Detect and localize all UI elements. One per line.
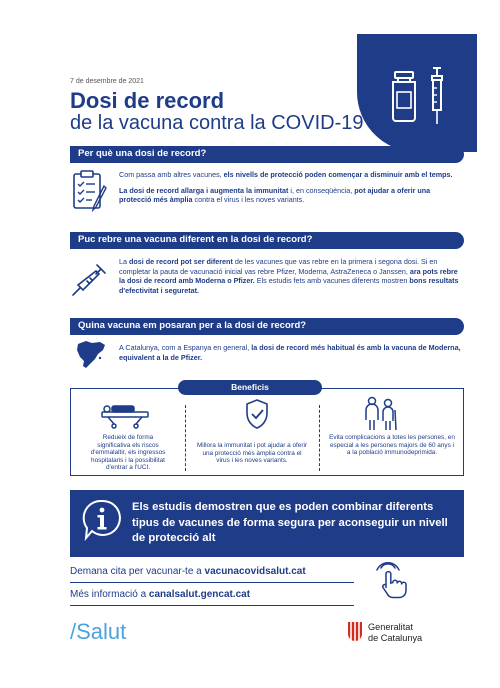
divider	[70, 605, 354, 606]
benefit-2-text: Millora la immunitat i pot ajudar a oferir una protecció més àmplia contra el virus i les noves variants.	[196, 442, 308, 465]
salut-logo: /Salut	[70, 619, 127, 644]
more-info-line: Més informació a canalsalut.gencat.cat	[70, 589, 251, 600]
divider	[70, 582, 354, 583]
touch-hand-icon	[372, 560, 412, 600]
benefit-3-text: Evita complicacions a totes les persones, en especial a les persones majors de 60 anys i a la població immunodeprimida.	[329, 434, 455, 457]
appointment-line: Demana cita per vacunar-te a vacunacovidsalut.cat	[70, 566, 306, 577]
catalonia-map-icon	[72, 338, 108, 370]
key-message-text: Els estudis demostren que es poden combinar diferents tipus de vacunes de forma segura per aconseguir un nivell de protecció alt	[132, 501, 448, 544]
benefit-1-text: Redueix de forma significativa els riscos d'emmalaltir, els ingressos hospitalaris i la possibilitat d'entrar a l'UCI.	[90, 434, 166, 472]
section-text-why	[119, 170, 464, 211]
info-bubble-icon	[82, 498, 122, 546]
vaccination-link[interactable]: vacunacovidsalut.cat	[204, 566, 306, 577]
benefits-divider	[319, 405, 320, 471]
vaccine-hero-panel	[357, 34, 477, 152]
section-paragraph: Com passa amb altres vacunes, els nivells de protecció poden començar a disminuir amb el temps.	[119, 170, 453, 179]
section-heading-why: Per què una dosi de record?	[70, 146, 464, 163]
canalsalut-link[interactable]: canalsalut.gencat.cat	[148, 589, 251, 600]
generalitat-wordmark: Generalitat de Catalunya	[368, 622, 423, 643]
generalitat-logo-icon	[346, 620, 364, 644]
checklist-clipboard-icon	[72, 170, 108, 212]
shield-check-icon	[244, 398, 270, 430]
section-text-different-vaccine	[119, 257, 464, 301]
hospital-bed-icon	[100, 400, 150, 430]
page-subtitle: de la vacuna contra la COVID-19	[70, 112, 364, 134]
benefits-divider	[185, 405, 186, 471]
benefits-title: Beneficis	[178, 380, 322, 395]
section-paragraph: La dosi de record allarga i augmenta la immunitat i, en conseqüència, pot ajudar a oferir una protecció més àmplia contra el virus i les noves variants.	[119, 185, 431, 204]
vaccine-vial-syringe-icon	[357, 34, 477, 152]
section-text-which-vaccine	[119, 343, 464, 368]
section-paragraph: A Catalunya, com a Espanya en general, la dosi de record més habitual és amb la vacuna de Moderna, equivalent a la de Pfizer.	[119, 343, 461, 362]
syringe-icon	[70, 260, 110, 300]
page-title: Dosi de record	[70, 88, 225, 113]
section-heading-different-vaccine: Puc rebre una vacuna diferent en la dosi de record?	[70, 232, 464, 249]
publication-date: 7 de desembre de 2021	[70, 78, 144, 85]
section-heading-which-vaccine: Quina vacuna em posaran per a la dosi de record?	[70, 318, 464, 335]
section-paragraph: La dosi de record pot ser diferent de les vacunes que vas rebre en la primera i segona dosi. Si en completar la pauta de vacunació inicial vas rebre Pfizer, Moderna, AstraZeneca o Janssen, ara pots rebre la dosi de record amb Moderna o Pfizer. Els estudis fets amb vacunes diferents mostren bons resultats d'efectivitat i seguretat.	[119, 257, 459, 295]
people-icon	[362, 396, 400, 432]
